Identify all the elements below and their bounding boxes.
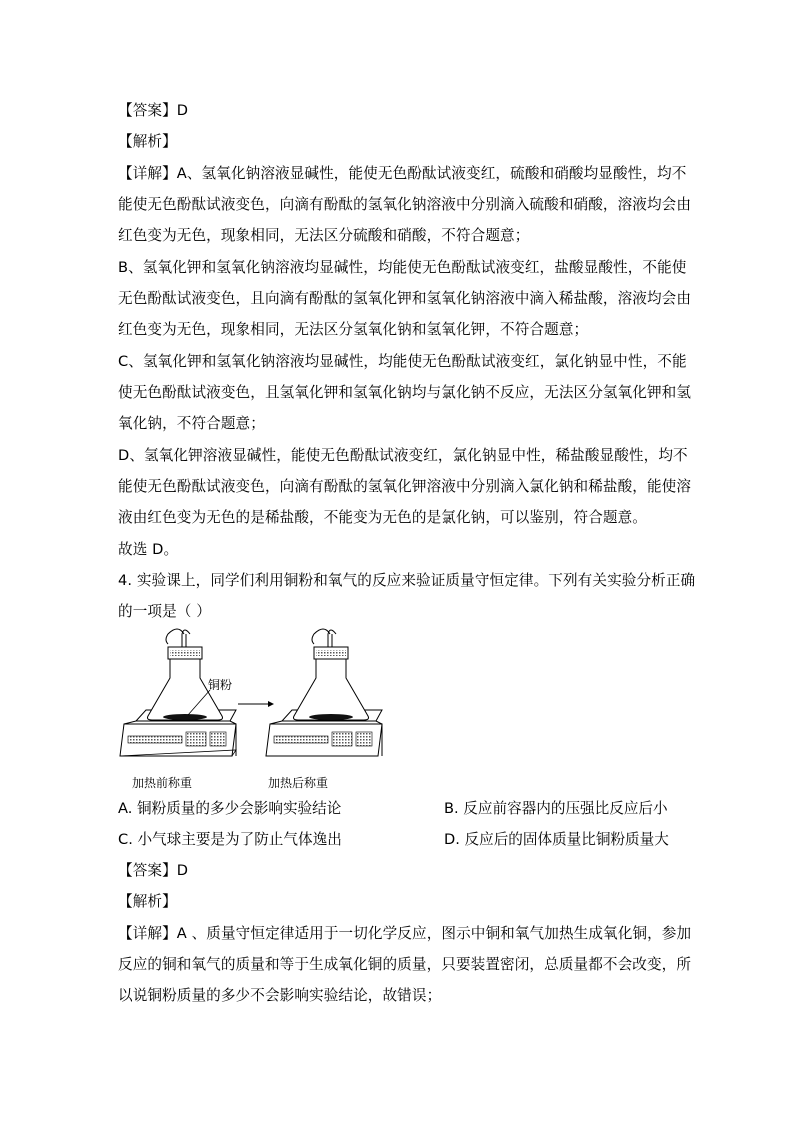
analysis-heading-2: 【解析】 <box>118 893 177 910</box>
flask-after <box>294 629 369 720</box>
caption-after-heating: 加热后称重 <box>268 776 329 790</box>
question-stem-line: 的一项是（ ） <box>118 603 211 620</box>
analysis-heading-1: 【解析】 <box>118 133 177 150</box>
answer-label-2: 【答案】D <box>118 862 189 879</box>
analysis-line: C、氢氧化钾和氢氧化钠溶液均显碱性，均能使无色酚酞试液变红，氯化钠显中性，不能 <box>118 353 687 370</box>
caption-before-heating: 加热前称重 <box>132 776 193 790</box>
analysis-line: 能使无色酚酞试液变色，向滴有酚酞的氢氧化钠溶液中分别滴入硫酸和硝酸，溶液均会由 <box>118 196 692 213</box>
option-a: A. 铜粉质量的多少会影响实验结论 <box>118 800 342 817</box>
experiment-figure <box>118 628 398 798</box>
option-d: D. 反应后的固体质量比铜粉质量大 <box>444 831 669 848</box>
analysis-line: 液由红色变为无色的是稀盐酸，不能变为无色的是氯化钠，可以鉴别，符合题意。 <box>118 509 647 526</box>
conclusion-line: 故选 D。 <box>118 541 179 558</box>
analysis-line: 氧化钠，不符合题意； <box>118 415 265 432</box>
question-stem-line: 4. 实验课上，同学们利用铜粉和氧气的反应来验证质量守恒定律。下列有关实验分析正确 <box>118 572 696 589</box>
analysis-line: 【详解】A、氢氧化钠溶液显碱性，能使无色酚酞试液变红，硫酸和硝酸均显酸性，均不 <box>118 165 687 182</box>
analysis-line: 红色变为无色，现象相同，无法区分硫酸和硝酸，不符合题意； <box>118 227 530 244</box>
analysis-line: D、氢氧化钾溶液显碱性，能使无色酚酞试液变红，氯化钠显中性，稀盐酸显酸性，均不 <box>118 447 688 464</box>
analysis-line: 【详解】A 、质量守恒定律适用于一切化学反应，图示中铜和氧气加热生成氧化铜，参加 <box>118 925 692 942</box>
flask-before <box>148 629 223 720</box>
analysis-line: B、氢氧化钾和氢氧化钠溶液均显碱性，均能使无色酚酞试液变红，盐酸显酸性，不能使 <box>118 259 687 276</box>
analysis-line: 反应的铜和氧气的质量和等于生成氧化铜的质量，只要装置密闭，总质量都不会改变，所 <box>118 956 692 973</box>
analysis-line: 能使无色酚酞试液变色，向滴有酚酞的氢氧化钾溶液中分别滴入氯化钠和稀盐酸，能使溶 <box>118 478 692 495</box>
analysis-line: 使无色酚酞试液变色，且氢氧化钾和氢氧化钠均与氯化钠不反应，无法区分氢氧化钾和氢 <box>118 384 692 401</box>
answer-label-1: 【答案】D <box>118 102 189 119</box>
label-copper-powder: 铜粉 <box>208 678 233 692</box>
analysis-line: 红色变为无色，现象相同，无法区分氢氧化钠和氢氧化钾，不符合题意； <box>118 321 589 338</box>
analysis-line: 无色酚酞试液变色，且向滴有酚酞的氢氧化钾和氢氧化钠溶液中滴入稀盐酸，溶液均会由 <box>118 290 692 307</box>
arrow-icon <box>238 701 274 707</box>
analysis-line: 以说铜粉质量的多少不会影响实验结论，故错误； <box>118 987 442 1004</box>
option-b: B. 反应前容器内的压强比反应后小 <box>444 800 668 817</box>
option-c: C. 小气球主要是为了防止气体逸出 <box>118 831 342 848</box>
